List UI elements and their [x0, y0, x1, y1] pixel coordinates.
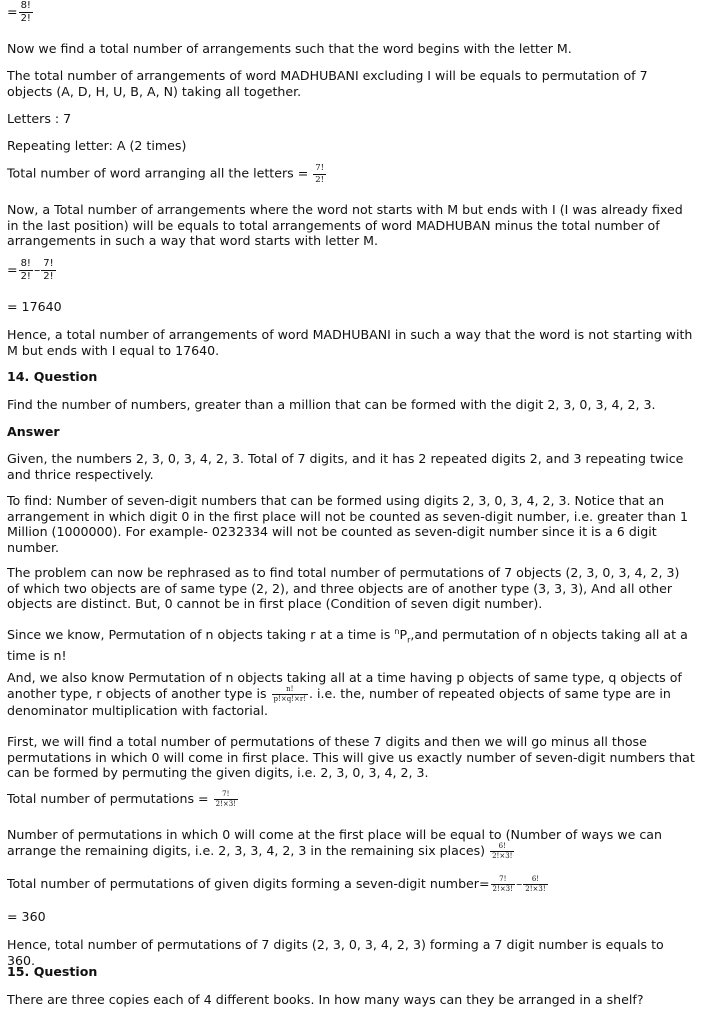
answer-heading: Answer: [7, 424, 60, 439]
fraction: $\frac{8!}{2!}$: [20, 0, 31, 24]
paragraph: And, we also know Permutation of n objects taking all at a time having p objects of same type, q objects of another type, r objects of another type is $\frac{n!}{p!\times q!\times r!}$ . i.e. the, number of repeated objects of same type are in denominator multiplication with factorial.: [7, 670, 682, 718]
paragraph: Repeating letter: A (2 times): [7, 138, 187, 153]
fraction: $\frac{7!}{2!}$: [315, 163, 325, 185]
fraction: $\frac{7!}{2!}$: [43, 258, 54, 282]
paragraph: Number of permutations in which 0 will come at the first place will be equal to (Number of ways we can arrange the remaining digits, i.e. 2, 3, 3, 4, 2, 3 in the remaining six places) $\frac{6!}{2!\times 3!}$: [7, 827, 662, 860]
formula-line: Total number of permutations = $\frac{7!}{2!\times 3!}$: [7, 790, 236, 808]
paragraph: Hence, a total number of arrangements of word MADHUBANI in such a way that the word is not starting with M but ends with I equal to 17640.: [7, 327, 693, 358]
paragraph: = 360: [7, 909, 46, 924]
question-text: Find the number of numbers, greater than a million that can be formed with the digit 2, 3, 0, 3, 4, 2, 3.: [7, 397, 656, 412]
paragraph: The problem can now be rephrased as to find total number of permutations of 7 objects (2, 3, 0, 3, 4, 2, 3) of which two objects are of same type (2, 2), and three objects are of another type (3, 3, 3), And all other objects are distinct. But, 0 cannot be in first place (Condition of seven digit number).: [7, 565, 680, 611]
paragraph: Now, a Total number of arrangements where the word not starts with M but ends with I (I was already fixed in the last position) will be equals to total arrangements of word MADHUBAN minus the total number of arrangements in such a way that word starts with letter M.: [7, 202, 683, 248]
fraction: $\frac{7!}{2!\times 3!}$: [492, 875, 513, 893]
paragraph: To find: Number of seven-digit numbers that can be formed using digits 2, 3, 0, 3, 4, 2, 3. Notice that an arrangement in which digit 0 in the first place will not be counted as seven-digit number, i.e. greater than 1 Million (1000000). For example- 0232334 will not be counted as seven-digit number since it is a 6 digit number.: [7, 493, 688, 555]
top-expression: = $\frac{8!}{2!}$: [7, 0, 31, 24]
formula-line: Total number of word arranging all the letters = $\frac{7!}{2!}$: [7, 163, 325, 185]
question-text: There are three copies each of 4 different books. In how many ways can they be arranged in a shelf?: [7, 992, 644, 1007]
paragraph: Since we know, Permutation of n objects taking r at a time is $^nP_r,and$ permutation of n objects taking all at a time is n!: [7, 627, 688, 664]
fraction: $\frac{6!}{2!\times 3!}$: [492, 841, 513, 860]
question-heading: 15. Question: [7, 964, 98, 979]
formula-line: = $\frac{8!}{2!}$ – $\frac{7!}{2!}$: [7, 258, 54, 282]
fraction: $\frac{7!}{2!\times 3!}$: [215, 790, 236, 808]
paragraph: First, we will find a total number of permutations of these 7 digits and then we will go minus all those permutations in which 0 will come in first place. This will give us exactly number of seven-digit numbers that can be formed by permuting the given digits, i.e. 2, 3, 0, 3, 4, 2, 3.: [7, 734, 695, 780]
question-heading: 14. Question: [7, 369, 98, 384]
formula-line: Total number of permutations of given digits forming a seven-digit number= $\frac{7!}{2!\times 3!}$ – $\frac{6!}{2!\times 3!}$: [7, 875, 546, 893]
paragraph: Hence, total number of permutations of 7 digits (2, 3, 0, 3, 4, 2, 3) forming a 7 digit number is equals to 360.: [7, 937, 664, 968]
fraction: $\frac{8!}{2!}$: [20, 258, 31, 282]
paragraph: = 17640: [7, 299, 62, 314]
paragraph: Now we find a total number of arrangements such that the word begins with the letter M.: [7, 41, 572, 56]
fraction: $\frac{6!}{2!\times 3!}$: [525, 875, 546, 893]
paragraph: Letters : 7: [7, 111, 72, 126]
paragraph: Given, the numbers 2, 3, 0, 3, 4, 2, 3. Total of 7 digits, and it has 2 repeated digits 2, and 3 repeating twice and thrice respectively.: [7, 451, 684, 482]
paragraph: The total number of arrangements of word MADHUBANI excluding I will be equals to permutation of 7 objects (A, D, H, U, B, A, N) taking all together.: [7, 68, 648, 99]
fraction: $\frac{n!}{p!\times q!\times r!}$: [273, 684, 307, 703]
